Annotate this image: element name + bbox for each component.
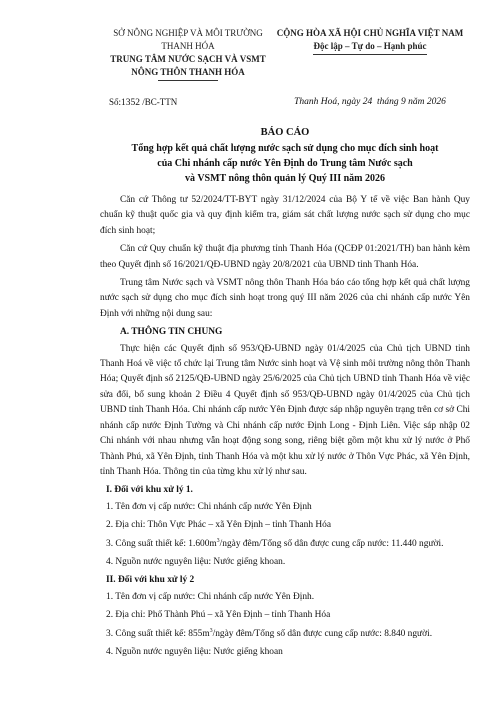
title-line3: và VSMT nông thôn quản lý Quý III năm 2026 (185, 173, 385, 184)
date-line (270, 97, 470, 107)
zone2-item-name: 1. Tên đơn vị cấp nước: Chi nhánh cấp nước Yên Định. (106, 591, 315, 602)
zone1-item-address: 2. Địa chỉ: Thôn Vực Phác – xã Yên Định – tỉnh Thanh Hóa (106, 520, 332, 531)
date-year-label: năm (408, 97, 425, 107)
national-motto: Độc lập – Tự do – Hạnh phúc (313, 40, 426, 55)
doc-no-value: 1352 (121, 98, 141, 108)
zone1-item-source: 4. Nguồn nước nguyên liệu: Nước giếng khoan. (106, 556, 286, 567)
title-main: BÁO CÁO (260, 127, 310, 138)
zone2-capacity-post: /ngày đêm/Tổng số dân được cung cấp nước: 8.840 người. (212, 628, 433, 639)
paragraph-legal-basis-2: Căn cứ Quy chuẩn kỹ thuật địa phương tỉnh Thanh Hóa (QCĐP 01:2021/TH) ban hành kèm theo Quyết định số 16/2021/QĐ-UBND ngày 20/8/2021 của UBND tỉnh Thanh Hóa. (100, 244, 470, 270)
date-month-label: tháng (376, 97, 399, 107)
paragraph-intro: Trung tâm Nước sạch và VSMT nông thôn Thanh Hóa báo cáo tổng hợp kết quả chất lượng nước sạch sử dụng cho mục đích sinh hoạt trong quý III năm 2026 của chi nhánh cấp nước Yên Định với những nội dung sau: (100, 278, 470, 319)
date-year: 2026 (426, 97, 446, 107)
title-line2: của Chi nhánh cấp nước Yên Định do Trung tâm Nước sạch (157, 158, 413, 169)
report-body (100, 193, 470, 663)
zone2-item-capacity (100, 627, 470, 642)
unit-name-line1: TRUNG TÂM NƯỚC SẠCH VÀ VSMT (110, 54, 266, 64)
report-title (100, 125, 470, 186)
section-a-heading: A. THÔNG TIN CHUNG (120, 327, 223, 338)
province-name: THANH HÓA (161, 41, 215, 51)
national-header (270, 27, 470, 55)
date-month: 9 (401, 97, 406, 107)
title-line1: Tổng hợp kết quả chất lượng nước sạch sử dụng cho mục đích sinh hoạt (131, 143, 439, 154)
nation-name: CỘNG HÒA XÃ HỘI CHỦ NGHĨA VIỆT NAM (276, 28, 464, 38)
date-prefix: Thanh Hoá, ngày (294, 97, 361, 107)
unit-name-line2: NÔNG THÔN THANH HÓA (131, 67, 245, 77)
issuer-underline (158, 80, 218, 81)
agency-name: SỞ NÔNG NGHIỆP VÀ MÔI TRƯỜNG (113, 28, 263, 38)
zone1-heading: I. Đối với khu xử lý 1. (106, 485, 193, 496)
zone1-item-name: 1. Tên đơn vị cấp nước: Chi nhánh cấp nước Yên Định (106, 501, 312, 512)
zone2-capacity-pre: 3. Công suất thiết kế: 855m (106, 628, 210, 639)
zone2-item-source: 4. Nguồn nước nguyên liệu: Nước giếng khoan (106, 646, 283, 657)
issuer-header (100, 27, 276, 81)
zone2-heading: II. Đối với khu xử lý 2 (106, 575, 195, 586)
zone2-item-address: 2. Địa chỉ: Phố Thành Phú – xã Yên Định – tỉnh Thanh Hóa (106, 610, 331, 621)
zone1-capacity-post: /ngày đêm/Tổng số dân được cung cấp nước: 11.440 người. (219, 538, 444, 549)
zone1-capacity-sup: 3 (216, 537, 220, 544)
paragraph-legal-basis-1: Căn cứ Thông tư 52/2024/TT-BYT ngày 31/12/2024 của Bộ Y tế về việc Ban hành Quy chuẩn kỹ thuật quốc gia và quy định kiểm tra, giám sát chất lượng nước sạch sử dụng cho mục đích sinh hoạt; (100, 195, 470, 236)
document-number (109, 97, 177, 108)
zone2-capacity-sup: 3 (209, 627, 213, 634)
date-day: 24 (362, 97, 373, 107)
paragraph-general-info: Thực hiện các Quyết định số 953/QĐ-UBND ngày 01/4/2025 của Chủ tịch UBND tỉnh Thanh Hoá về việc tổ chức lại Trung tâm Nước sinh hoạt và Vệ sinh môi trường nông thôn Thanh Hóa; Quyết định số 2125/QĐ-UBND ngày 25/6/2025 của Chủ tịch UBND tỉnh Thanh Hóa về việc sửa đổi, bổ sung khoản 2 Điều 4 Quyết định số 953/QĐ-UBND ngày 01/4/2025 của Chủ tịch UBND tỉnh Thanh Hóa. Chi nhánh cấp nước Yên Định được sáp nhập nguyên trạng trên cơ sở Chi nhánh cấp nước Định Tường và Chi nhánh cấp nước Định Long - Định Liên. Việc sáp nhập 02 Chi nhánh với nhau nhưng vẫn hoạt động song song, riêng biệt gồm một khu xử lý nước ở Phố Thành Phú, xã Yên Định, tỉnh Thanh Hóa và một khu xử lý nước ở Thôn Vực Phác, xã Yên Định, tỉnh Thanh Hóa. Thông tin của từng khu xử lý như sau. (100, 343, 470, 477)
zone1-capacity-pre: 3. Công suất thiết kế: 1.600m (106, 538, 217, 549)
doc-no-prefix: Số: (109, 97, 122, 107)
doc-no-suffix: /BC-TTN (142, 97, 178, 107)
zone1-item-capacity (100, 537, 470, 552)
